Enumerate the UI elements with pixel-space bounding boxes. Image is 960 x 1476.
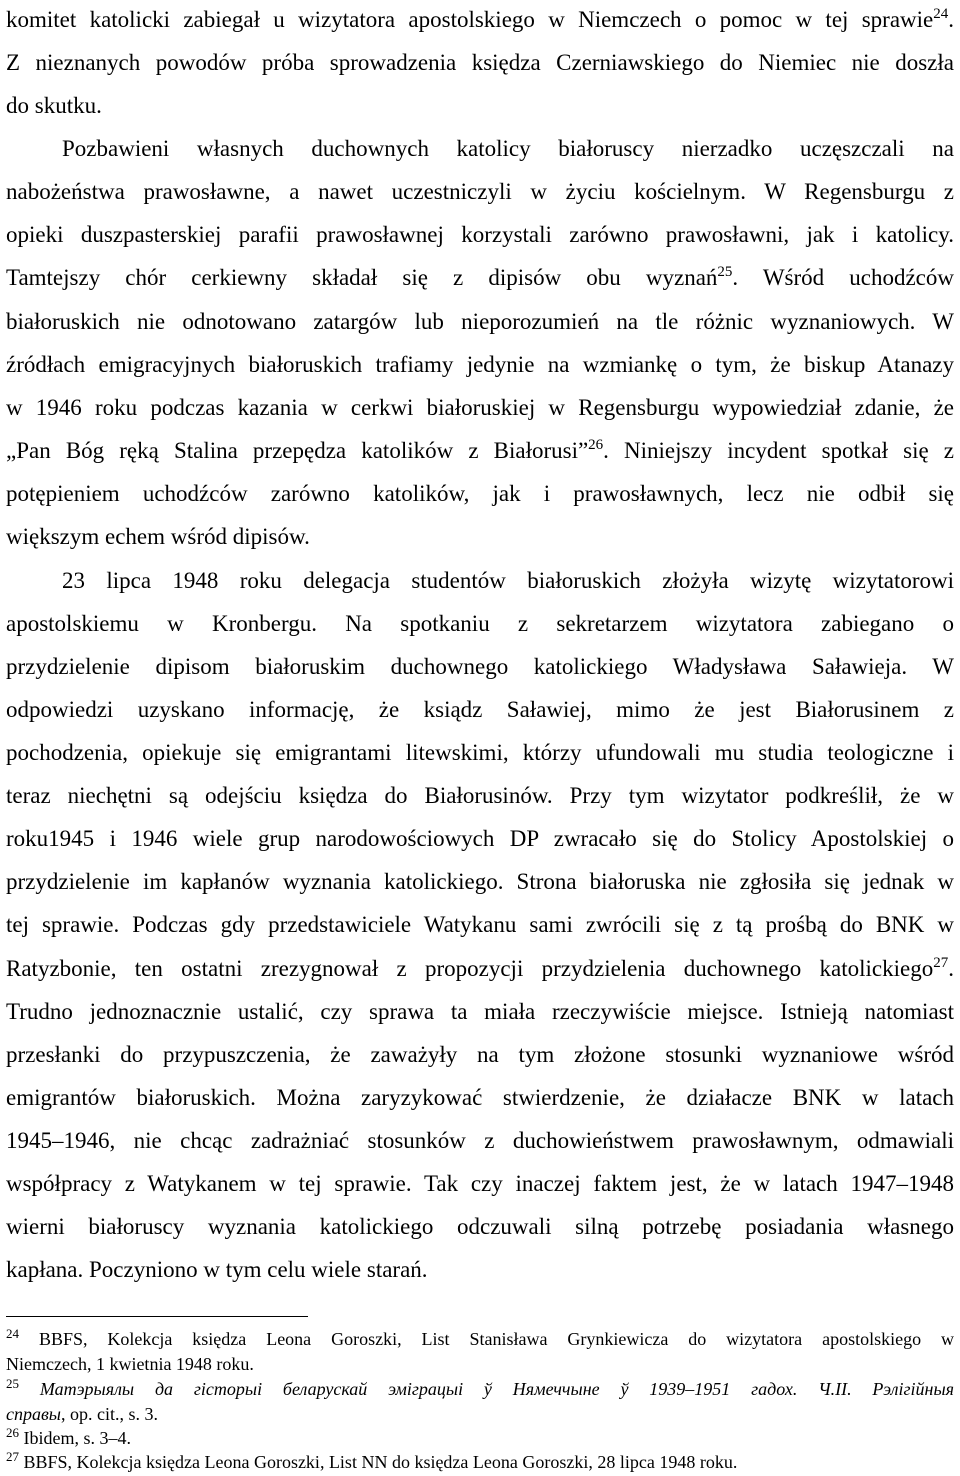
text-run: Ratyzbonie, ten ostatni zrezygnował z propozycji przydzielenia duchownego katolickiego: [6, 956, 934, 981]
body-line: przydzielenie dipisom białoruskim duchownego katolickiego Władysława Saławieja. W: [6, 654, 954, 679]
footnote-24-cont: Niemczech, 1 kwietnia 1948 roku.: [6, 1354, 254, 1374]
body-line: źródłach emigracyjnych białoruskich trafiamy jedynie na wzmiankę o tym, że biskup Atanazy: [6, 352, 954, 377]
footnote-ref-26[interactable]: 26: [588, 437, 604, 453]
body-line: nabożeństwa prawosławne, a nawet uczestniczyli w życiu kościelnym. W Regensburgu z: [6, 179, 954, 204]
text-run: . Niniejszy incydent spotkał się z: [603, 438, 954, 463]
footnote-24: [6, 1328, 954, 1350]
footnote-ref-25[interactable]: 25: [717, 264, 733, 280]
footnote-text: Матэрыялы да гісторыі беларускай эміграцыі ў Нямеччыне ў 1939–1951 гадох. Ч.II. Рэлігійныя: [39, 1379, 955, 1399]
body-line: [6, 264, 954, 292]
footnote-number: 26: [6, 1425, 19, 1440]
body-line: teraz niechętni są odejściu księdza do Białorusinów. Przy tym wizytator podkreślił, że w: [6, 783, 954, 808]
text-run: .: [948, 956, 954, 981]
body-line: Z nieznanych powodów próba sprowadzenia księdza Czerniawskiego do Niemiec nie doszła: [6, 50, 954, 75]
footnote-number: 25: [6, 1376, 19, 1391]
footnote-text: BBFS, Kolekcja księdza Leona Goroszki, List NN do księdza Leona Goroszki, 28 lipca 1948 roku.: [23, 1452, 738, 1472]
body-line: tej sprawie. Podczas gdy przedstawiciele Watykanu sami zwrócili się z tą prośbą do BNK w: [6, 912, 954, 937]
footnote-text: , op. cit., s. 3.: [61, 1404, 158, 1424]
body-line: pochodzenia, opiekuje się emigrantami litewskimi, którzy ufundowali mu studia teologiczne i: [6, 740, 954, 765]
footnote-text-italic: справы: [6, 1404, 61, 1424]
footnote-27: [6, 1451, 954, 1473]
body-line: potępieniem uchodźców zarówno katolików, jak i prawosławnych, lecz nie odbił się: [6, 481, 954, 506]
body-line: [6, 437, 954, 465]
body-line: kapłana. Poczyniono w tym celu wiele starań.: [6, 1257, 428, 1282]
text-run: „Pan Bóg ręką Stalina przepędza katolików z Białorusi”: [6, 438, 589, 463]
text-run: komitet katolicki zabiegał u wizytatora apostolskiego w Niemczech o pomoc w tej sprawie: [6, 7, 934, 32]
body-line: białoruskich nie odnotowano zatargów lub nieporozumień na tle różnic wyznaniowych. W: [6, 309, 954, 334]
body-line: do skutku.: [6, 93, 102, 118]
body-line: [6, 955, 954, 983]
body-line: wierni białoruscy wyznania katolickiego odczuwali silną potrzebę posiadania własnego: [6, 1214, 954, 1239]
body-line: przydzielenie im kapłanów wyznania katolickiego. Strona białoruska nie zgłosiła się jednak w: [6, 869, 954, 894]
body-line: Pozbawieni własnych duchownych katolicy białoruscy nierzadko uczęszczali na: [62, 136, 954, 161]
text-run: . Wśród uchodźców: [732, 265, 954, 290]
body-line: przesłanki do przypuszczenia, że zaważyły na tym złożone stosunki wyznaniowe wśród: [6, 1042, 954, 1067]
text-run: .: [948, 7, 954, 32]
footnote-25: [6, 1378, 954, 1400]
body-line: w 1946 roku podczas kazania w cerkwi białoruskiej w Regensburgu wypowiedział zdanie, że: [6, 395, 954, 420]
body-line: współpracy z Watykanem w tej sprawie. Tak czy inaczej faktem jest, że w latach 1947–1948: [6, 1171, 954, 1196]
footnote-separator: [6, 1316, 308, 1317]
body-line: apostolskiemu w Kronbergu. Na spotkaniu z sekretarzem wizytatora zabiegano o: [6, 611, 954, 636]
body-line: Trudno jednoznacznie ustalić, czy sprawa ta miała rzeczywiście miejsce. Istnieją natomiast: [6, 999, 954, 1024]
body-line: opieki duszpasterskiej parafii prawosławnej korzystali zarówno prawosławni, jak i katolicy.: [6, 222, 954, 247]
body-line: roku1945 i 1946 wiele grup narodowościowych DP zwracało się do Stolicy Apostolskiej o: [6, 826, 954, 851]
footnote-text: BBFS, Kolekcja księdza Leona Goroszki, List Stanisława Grynkiewicza do wizytatora apostolskiego w: [38, 1329, 954, 1349]
footnote-25-cont: [6, 1403, 954, 1425]
footnote-26: [6, 1427, 954, 1449]
footnote-number: 24: [6, 1326, 19, 1341]
body-line: 23 lipca 1948 roku delegacja studentów białoruskich złożyła wizytę wizytatorowi: [62, 568, 954, 593]
footnote-ref-24[interactable]: 24: [933, 6, 949, 22]
body-line: [6, 6, 954, 34]
body-line: 1945–1946, nie chcąc zadrażniać stosunków z duchowieństwem prawosławnym, odmawiali: [6, 1128, 954, 1153]
body-line: emigrantów białoruskich. Można zaryzykować stwierdzenie, że działacze BNK w latach: [6, 1085, 954, 1110]
text-run: Tamtejszy chór cerkiewny składał się z dipisów obu wyznań: [6, 265, 718, 290]
body-line: większym echem wśród dipisów.: [6, 524, 310, 549]
footnote-text: Ibidem, s. 3–4.: [23, 1428, 131, 1448]
footnote-ref-27[interactable]: 27: [933, 955, 949, 971]
body-line: odpowiedzi uzyskano informację, że ksiądz Saławiej, mimo że jest Białorusinem z: [6, 697, 954, 722]
footnote-number: 27: [6, 1449, 19, 1464]
